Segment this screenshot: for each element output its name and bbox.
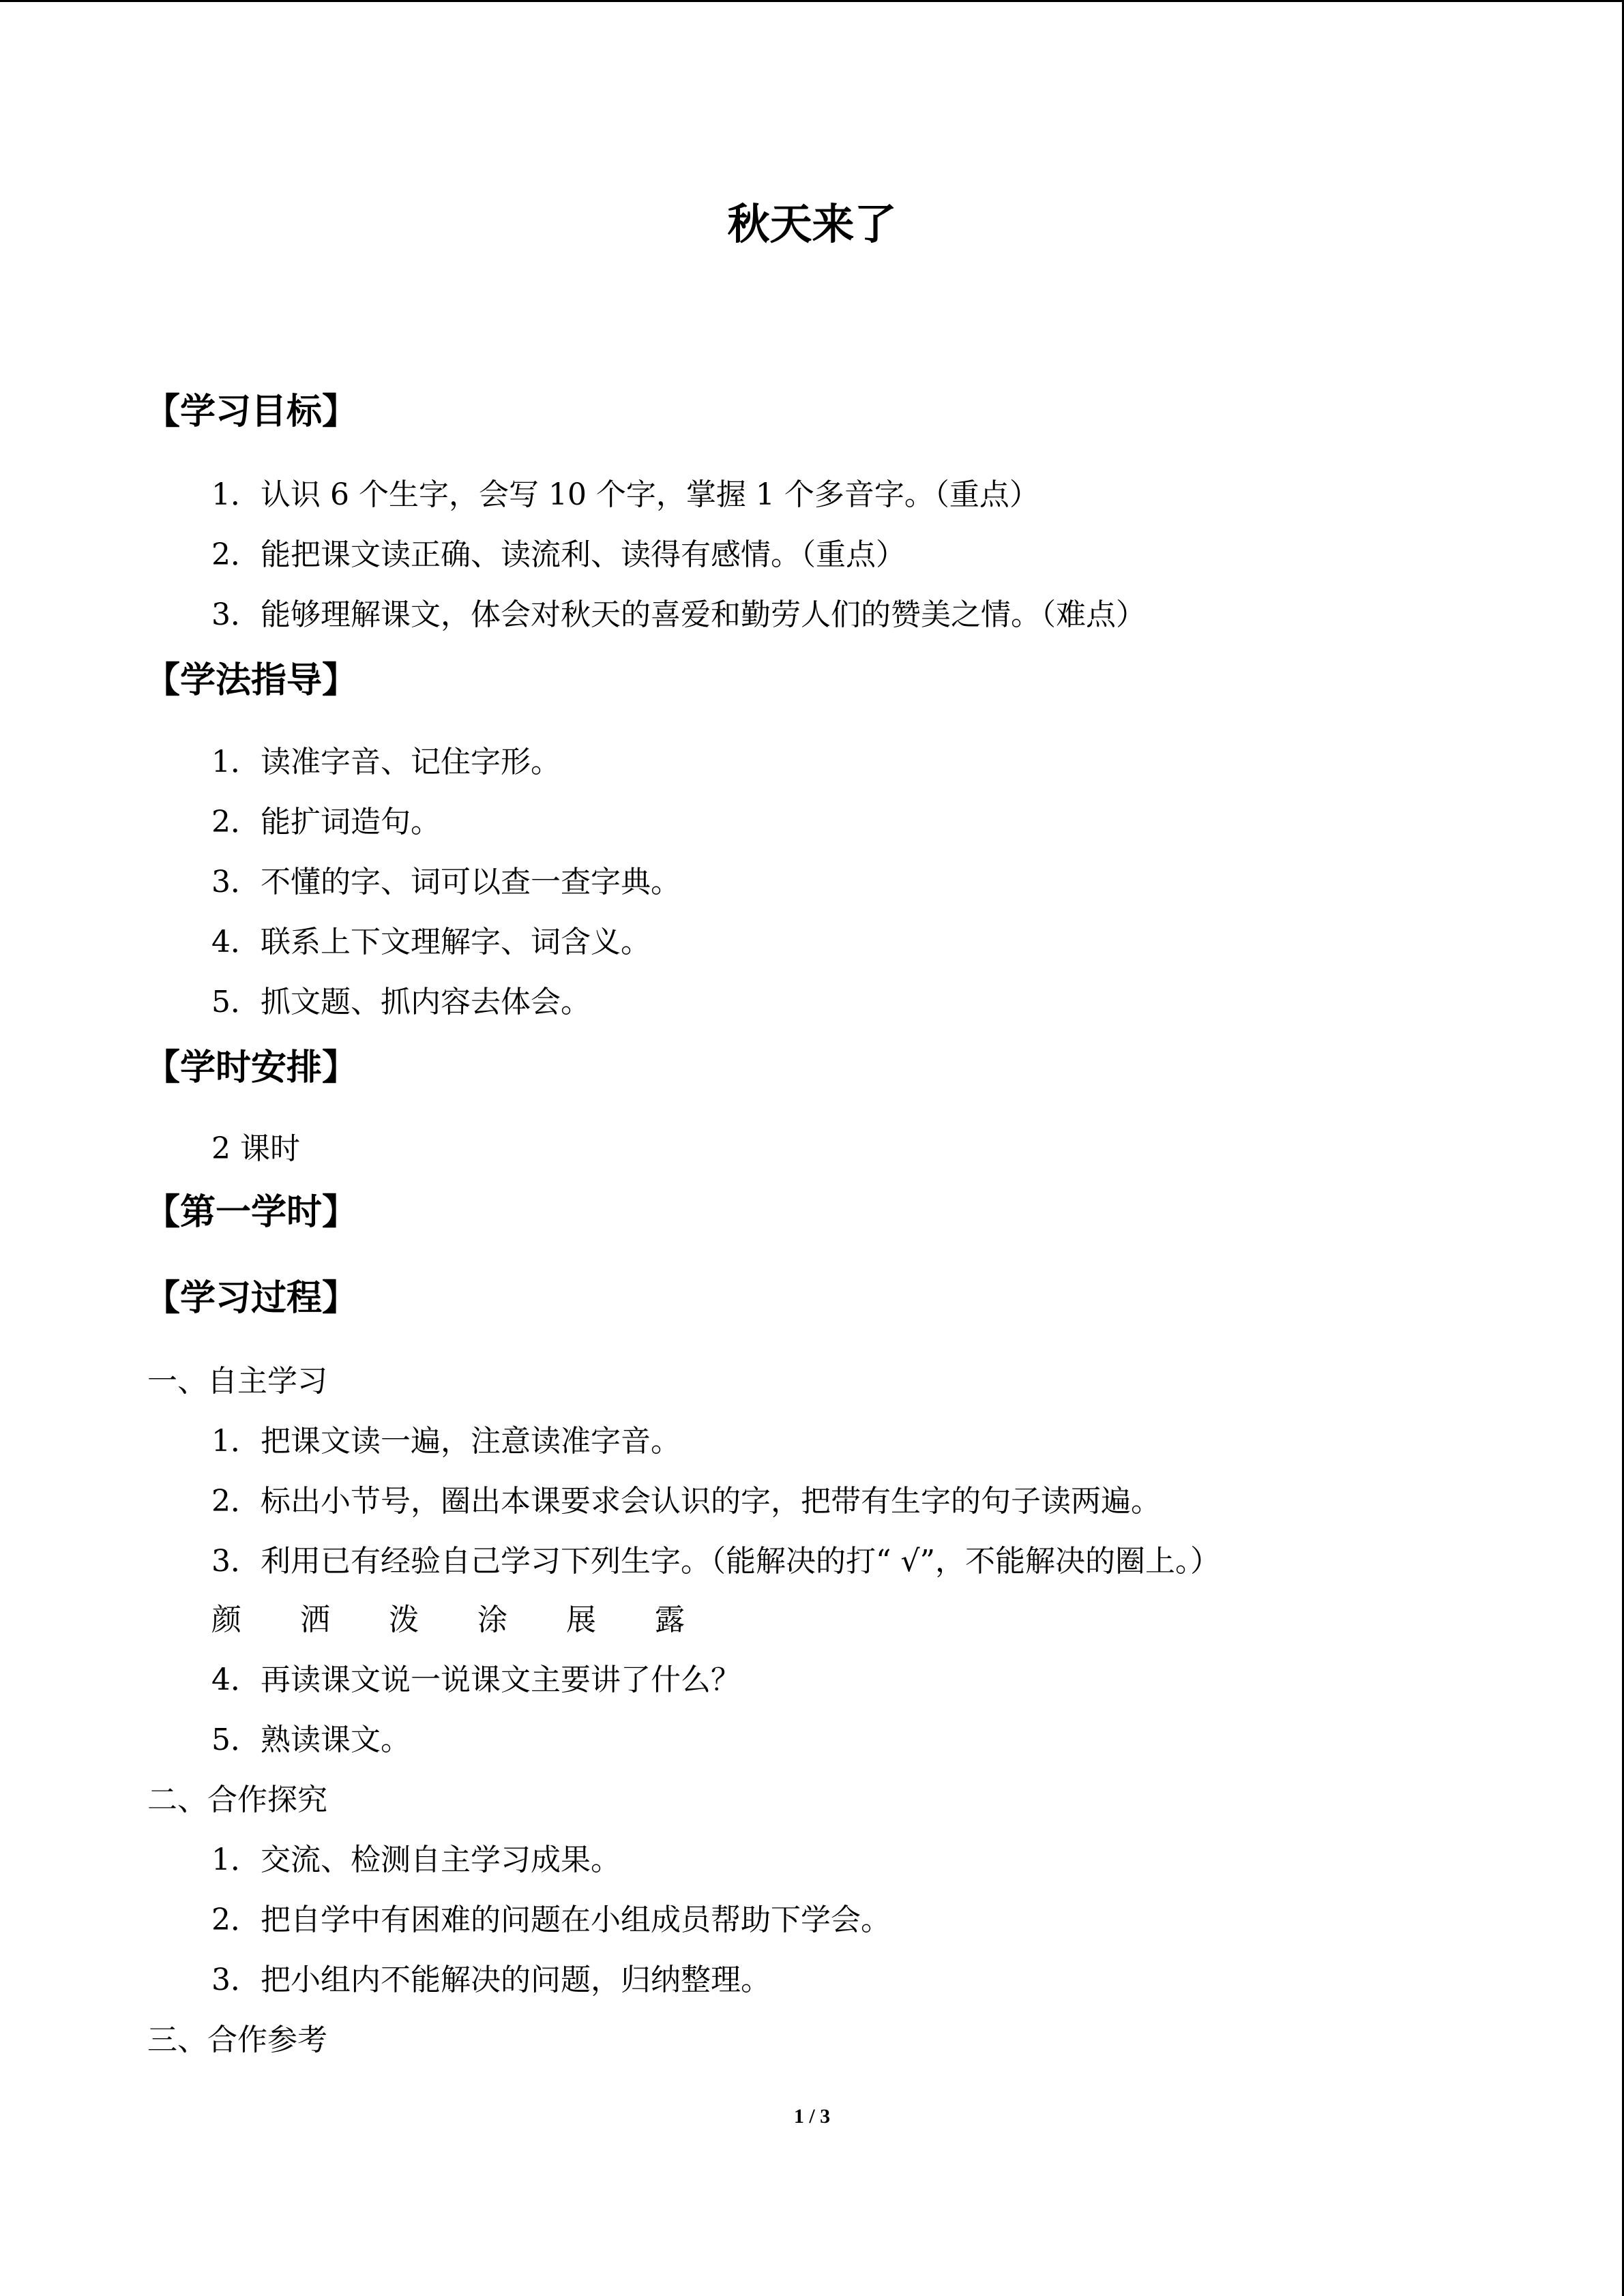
document-title: 秋天来了 bbox=[727, 199, 897, 249]
inquiry-item: 3．把小组内不能解决的问题，归纳整理。 bbox=[211, 1963, 771, 1997]
method-item: 3．不懂的字、词可以查一查字典。 bbox=[211, 865, 681, 899]
inquiry-item: 1．交流、检测自主学习成果。 bbox=[211, 1843, 621, 1877]
new-character: 涂 bbox=[477, 1602, 507, 1637]
section-heading-process: 【学习过程】 bbox=[145, 1278, 358, 1319]
self-study-item: 5．熟读课文。 bbox=[211, 1723, 411, 1757]
part-title-cooperative-reference: 三、合作参考 bbox=[147, 2023, 327, 2057]
self-study-item: 2．标出小节号，圈出本课要求会认识的字，把带有生字的句子读两遍。 bbox=[211, 1484, 1161, 1519]
method-item: 2．能扩词造句。 bbox=[211, 805, 441, 839]
section-heading-methods: 【学法指导】 bbox=[145, 660, 358, 701]
section-heading-first-period: 【第一学时】 bbox=[145, 1192, 358, 1233]
part-title-self-study: 一、自主学习 bbox=[147, 1364, 327, 1399]
self-study-item: 3．利用已有经验自己学习下列生字。（能解决的打“ √”，不能解决的圈上。） bbox=[211, 1544, 1221, 1579]
page-border-top bbox=[0, 0, 1624, 2]
section-heading-schedule: 【学时安排】 bbox=[145, 1047, 358, 1088]
goal-item: 2．能把课文读正确、读流利、读得有感情。（重点） bbox=[211, 537, 906, 572]
method-item: 1．读准字音、记住字形。 bbox=[211, 745, 561, 779]
goal-item: 1．认识 6 个生字，会写 10 个字，掌握 1 个多音字。（重点） bbox=[211, 477, 1039, 512]
new-character: 露 bbox=[655, 1602, 685, 1637]
method-item: 5．抓文题、抓内容去体会。 bbox=[211, 985, 591, 1019]
inquiry-item: 2．把自学中有困难的问题在小组成员帮助下学会。 bbox=[211, 1903, 891, 1937]
method-item: 4．联系上下文理解字、词含义。 bbox=[211, 925, 651, 959]
schedule-text: 2 课时 bbox=[211, 1131, 300, 1166]
new-characters-row bbox=[211, 1602, 743, 1637]
new-character: 颜 bbox=[211, 1602, 241, 1637]
new-character: 展 bbox=[566, 1602, 596, 1637]
goal-item: 3．能够理解课文，体会对秋天的喜爱和勤劳人们的赞美之情。（难点） bbox=[211, 597, 1146, 632]
self-study-item: 4．再读课文说一说课文主要讲了什么？ bbox=[211, 1663, 741, 1697]
new-character: 泼 bbox=[389, 1602, 419, 1637]
new-character: 洒 bbox=[300, 1602, 330, 1637]
page-number: 1 / 3 bbox=[793, 2105, 831, 2128]
self-study-item: 1．把课文读一遍，注意读准字音。 bbox=[211, 1424, 681, 1459]
section-heading-goals: 【学习目标】 bbox=[145, 391, 358, 432]
part-title-cooperative-inquiry: 二、合作探究 bbox=[147, 1783, 327, 1817]
